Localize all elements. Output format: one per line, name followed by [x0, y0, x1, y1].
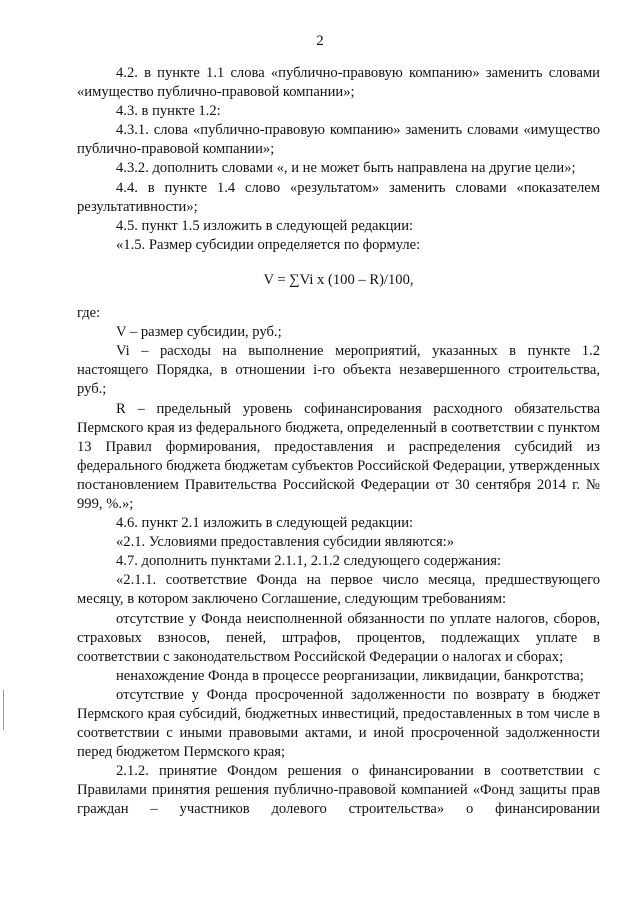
paragraph-1-5: «1.5. Размер субсидии определяется по формуле:: [116, 236, 421, 253]
where-label: где:: [77, 305, 101, 322]
requirement-no-tax-debt: отсутствие у Фонда неисполненной обязанности по уплате налогов, сборов, страховых взносов, пеней, штрафов, процентов, подлежащих уплате в соответствии с законодательством Российской Федерации о налогах и сборах;: [77, 610, 600, 665]
paragraph-2-1-1: «2.1.1. соответствие Фонда на первое число месяца, предшествующего месяцу, в котором заключено Соглашение, следующим требованиям:: [77, 572, 600, 608]
paragraph-4-7: 4.7. дополнить пунктами 2.1.1, 2.1.2 следующего содержания:: [116, 553, 502, 570]
scan-margin-mark: [3, 690, 4, 730]
paragraph-4-2: 4.2. в пункте 1.1 слова «публично-правовую компанию» заменить словами «имущество публично-правовой компании»;: [77, 65, 600, 101]
definition-r: R – предельный уровень софинансирования расходного обязательства Пермского края из федерального бюджета, определенный в соответствии с пунктом 13 Правил формирования, предоставления и распределения субсидий из федерального бюджета бюджетам субъектов Российской Федерации, утвержденных постановлением Правительства Российской Федерации от 30 сентября 2014 г. № 999, %.»;: [77, 400, 600, 512]
definition-v: V – размер субсидии, руб.;: [116, 324, 282, 341]
document-body: [77, 64, 600, 820]
paragraph-4-3-1: 4.3.1. слова «публично-правовую компанию» заменить словами «имущество публично-правовой компании»;: [77, 122, 600, 158]
definition-vi: Vi – расходы на выполнение мероприятий, указанных в пункте 1.2 настоящего Порядка, в отношении i-го объекта незавершенного строительства, руб.;: [77, 343, 600, 398]
requirement-no-overdue-debt: отсутствие у Фонда просроченной задолженности по возврату в бюджет Пермского края субсидий, бюджетных инвестиций, предоставленных в том числе в соответствии с иными правовыми актами, и иной просроченной задолженности перед бюджетом Пермского края;: [77, 686, 600, 761]
paragraph-2-1: «2.1. Условиями предоставления субсидии являются:»: [116, 534, 455, 551]
paragraph-4-3-2: 4.3.2. дополнить словами «, и не может быть направлена на другие цели»;: [116, 160, 576, 177]
paragraph-4-5: 4.5. пункт 1.5 изложить в следующей редакции:: [116, 217, 414, 234]
paragraph-4-3: 4.3. в пункте 1.2:: [116, 103, 221, 120]
paragraph-4-6: 4.6. пункт 2.1 изложить в следующей редакции:: [116, 515, 414, 532]
formula: V = ∑Vi x (100 – R)/100,: [263, 271, 414, 288]
paragraph-2-1-2: 2.1.2. принятие Фондом решения о финансировании в соответствии с Правилами принятия решения публично-правовой компанией «Фонд защиты прав граждан – участников долевого строительства» о финансировании: [77, 763, 600, 818]
paragraph-4-4: 4.4. в пункте 1.4 слово «результатом» заменить словами «показателем результативности»;: [77, 179, 600, 215]
requirement-no-reorganization: ненахождение Фонда в процессе реорганизации, ликвидации, банкротства;: [116, 667, 584, 684]
page-number: 2: [316, 33, 324, 49]
